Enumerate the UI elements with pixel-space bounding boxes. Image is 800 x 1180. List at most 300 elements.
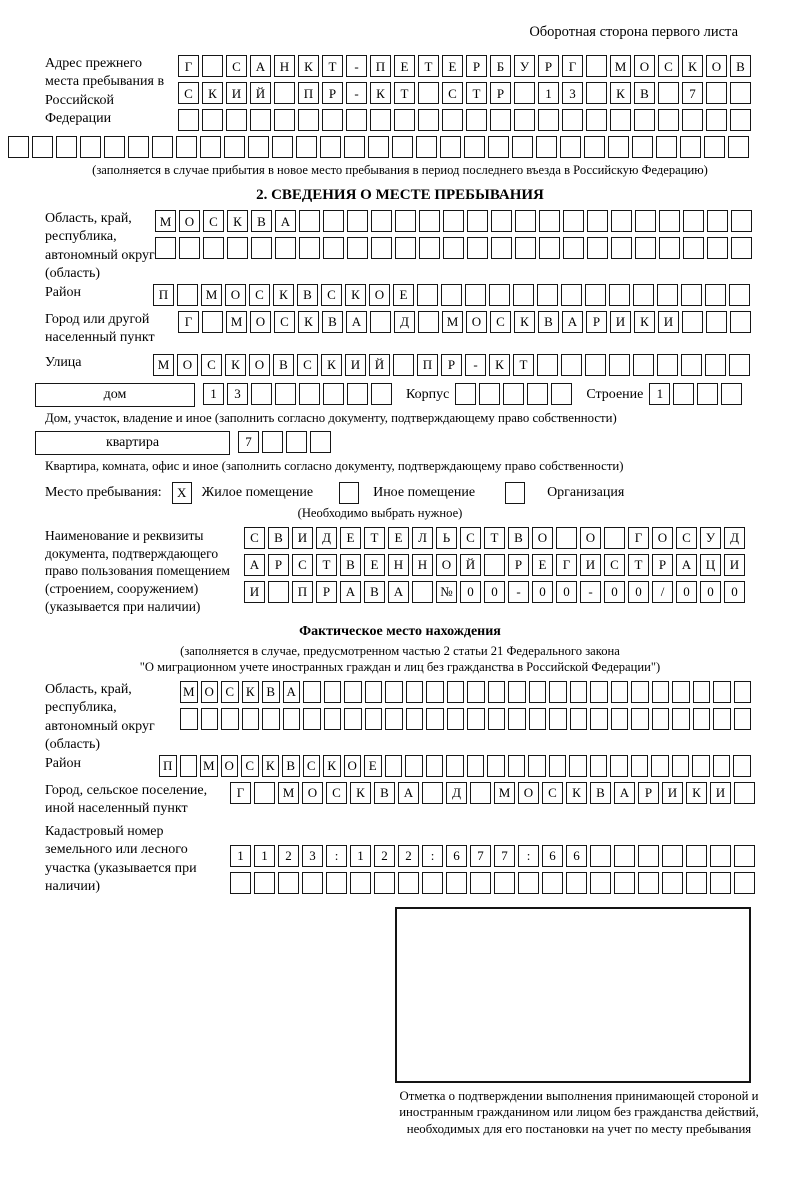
char-cell	[705, 284, 726, 306]
char-cell	[467, 237, 488, 259]
char-cell	[491, 237, 512, 259]
char-cell	[515, 210, 536, 232]
char-cell: В	[374, 782, 395, 804]
char-cell	[491, 210, 512, 232]
char-cell: М	[180, 681, 198, 703]
char-cell	[371, 383, 392, 405]
char-cell	[632, 136, 653, 158]
char-cell: 3	[302, 845, 323, 867]
char-cell	[368, 136, 389, 158]
char-cell: Р	[586, 311, 607, 333]
char-cell	[585, 284, 606, 306]
char-cell: С	[542, 782, 563, 804]
actual-district-label: Район	[45, 755, 81, 771]
char-cell	[693, 708, 711, 730]
char-cell: Т	[628, 554, 649, 576]
char-cell: М	[610, 55, 631, 77]
char-cell: О	[249, 354, 270, 376]
char-cell	[707, 210, 728, 232]
region-label: Область, край, республика, автономный округ (область)	[45, 211, 155, 282]
char-cell: О	[466, 311, 487, 333]
char-cell: Ь	[436, 527, 457, 549]
char-cell	[681, 354, 702, 376]
char-cell: С	[292, 554, 313, 576]
char-cell	[443, 210, 464, 232]
char-cell: Т	[316, 554, 337, 576]
char-grid-row	[244, 554, 745, 576]
char-cell: Р	[652, 554, 673, 576]
char-cell	[590, 708, 608, 730]
char-cell	[202, 311, 223, 333]
char-grid-row	[178, 55, 751, 77]
char-cell	[710, 872, 731, 894]
char-cell: :	[422, 845, 443, 867]
char-cell	[586, 109, 607, 131]
checkbox-residential: X	[172, 482, 192, 504]
char-cell: С	[442, 82, 463, 104]
char-cell: П	[292, 581, 313, 603]
char-cell: Е	[532, 554, 553, 576]
char-cell: Г	[562, 55, 583, 77]
house-note: Дом, участок, владение и иное (заполнить согласно документу, подтверждающему право собственности)	[45, 410, 617, 425]
region-block	[0, 210, 800, 284]
char-cell: О	[225, 284, 246, 306]
char-cell: В	[538, 311, 559, 333]
prev-address-overflow-row	[8, 136, 800, 158]
char-cell: Н	[274, 55, 295, 77]
char-cell: С	[244, 527, 265, 549]
district-label: Район	[45, 284, 81, 300]
prev-address-label: Адрес прежнего места пребывания в Российской Федерации	[45, 56, 165, 127]
char-cell	[728, 136, 749, 158]
char-cell	[514, 109, 535, 131]
char-cell: 3	[562, 82, 583, 104]
char-cell	[155, 237, 176, 259]
char-cell	[200, 136, 221, 158]
char-cell: А	[614, 782, 635, 804]
char-cell	[518, 872, 539, 894]
checkbox-organization	[505, 482, 525, 504]
char-cell	[733, 755, 751, 777]
char-cell	[513, 284, 534, 306]
char-cell	[320, 136, 341, 158]
char-cell	[254, 872, 275, 894]
char-cell: О	[580, 527, 601, 549]
char-cell: Й	[369, 354, 390, 376]
char-cell	[446, 755, 464, 777]
house-row	[0, 383, 800, 410]
char-cell	[262, 431, 283, 453]
char-cell	[730, 82, 751, 104]
char-cell: 1	[350, 845, 371, 867]
char-cell: О	[706, 55, 727, 77]
char-cell: №	[436, 581, 457, 603]
char-cell: :	[518, 845, 539, 867]
char-cell	[652, 708, 670, 730]
actual-city-block	[0, 782, 800, 819]
char-cell: К	[298, 311, 319, 333]
char-cell: Т	[394, 82, 415, 104]
char-cell	[370, 311, 391, 333]
char-cell: Й	[460, 554, 481, 576]
char-cell: Н	[412, 554, 433, 576]
apartment-field-label: квартира	[35, 431, 230, 455]
char-cell	[422, 872, 443, 894]
char-cell	[176, 136, 197, 158]
char-cell	[610, 755, 628, 777]
char-cell	[417, 284, 438, 306]
char-cell	[508, 681, 526, 703]
actual-region-label: Область, край, республика, автономный округ (область)	[45, 681, 155, 753]
char-cell: Г	[230, 782, 251, 804]
char-cell	[326, 872, 347, 894]
char-cell	[609, 284, 630, 306]
char-cell	[467, 708, 485, 730]
char-cell: В	[282, 755, 300, 777]
char-cell	[202, 55, 223, 77]
char-cell: 6	[566, 845, 587, 867]
document-block	[0, 527, 800, 616]
char-cell: У	[514, 55, 535, 77]
char-cell	[560, 136, 581, 158]
char-cell	[549, 681, 567, 703]
char-cell: М	[226, 311, 247, 333]
stay-option-other-label: Иное помещение	[373, 484, 476, 500]
char-cell	[274, 82, 295, 104]
char-cell: В	[273, 354, 294, 376]
stay-option-organization-label: Организация	[547, 484, 625, 500]
char-cell: 7	[682, 82, 703, 104]
char-cell	[494, 872, 515, 894]
char-cell	[303, 708, 321, 730]
char-cell	[538, 109, 559, 131]
char-cell	[587, 237, 608, 259]
checkbox-other-premises	[339, 482, 359, 504]
char-cell	[406, 681, 424, 703]
char-cell	[426, 681, 444, 703]
actual-city-label: Город, сельское поселение, иной населенный пункт	[45, 782, 208, 817]
char-cell: С	[249, 284, 270, 306]
char-cell	[442, 109, 463, 131]
char-cell	[563, 237, 584, 259]
char-cell	[254, 782, 275, 804]
char-cell	[470, 782, 491, 804]
char-cell	[570, 708, 588, 730]
char-cell	[395, 210, 416, 232]
apartment-row	[0, 431, 800, 458]
char-cell	[374, 872, 395, 894]
char-cell: Т	[484, 527, 505, 549]
actual-region-block	[0, 681, 800, 755]
char-cell	[350, 872, 371, 894]
char-cell	[447, 708, 465, 730]
char-cell: А	[340, 581, 361, 603]
actual-location-title: Фактическое место нахождения	[299, 623, 501, 639]
char-cell	[298, 109, 319, 131]
char-cell	[563, 210, 584, 232]
char-cell	[566, 872, 587, 894]
char-cell	[467, 210, 488, 232]
char-cell	[611, 210, 632, 232]
stay-type-row	[0, 481, 800, 505]
char-cell	[682, 311, 703, 333]
char-cell	[503, 383, 524, 405]
char-cell: О	[250, 311, 271, 333]
char-cell	[729, 354, 750, 376]
char-cell: Р	[316, 581, 337, 603]
char-cell: О	[634, 55, 655, 77]
city-block	[0, 311, 800, 348]
char-cell: Й	[250, 82, 271, 104]
char-cell	[561, 284, 582, 306]
district-block	[0, 284, 800, 311]
char-cell	[683, 237, 704, 259]
char-cell	[681, 284, 702, 306]
char-cell	[706, 109, 727, 131]
char-cell	[528, 755, 546, 777]
char-cell	[556, 527, 577, 549]
char-cell	[283, 708, 301, 730]
char-cell	[539, 210, 560, 232]
char-cell: А	[275, 210, 296, 232]
char-cell	[365, 708, 383, 730]
char-cell: А	[283, 681, 301, 703]
char-cell	[721, 383, 742, 405]
char-cell: Р	[538, 55, 559, 77]
char-cell	[680, 136, 701, 158]
char-grid-row	[455, 383, 572, 405]
char-cell: С	[297, 354, 318, 376]
char-cell	[614, 845, 635, 867]
char-cell	[224, 136, 245, 158]
char-cell: В	[262, 681, 280, 703]
char-cell	[515, 237, 536, 259]
char-cell: 2	[398, 845, 419, 867]
char-cell	[179, 237, 200, 259]
char-cell	[446, 872, 467, 894]
char-cell	[631, 755, 649, 777]
char-cell: 0	[628, 581, 649, 603]
char-cell: А	[398, 782, 419, 804]
char-cell: Т	[322, 55, 343, 77]
char-cell: Р	[441, 354, 462, 376]
char-cell	[443, 237, 464, 259]
char-grid-row	[153, 354, 750, 376]
char-cell	[651, 755, 669, 777]
char-cell: Е	[364, 554, 385, 576]
char-cell: К	[345, 284, 366, 306]
stay-type-label: Место пребывания:	[45, 484, 162, 500]
char-cell	[323, 210, 344, 232]
char-cell	[128, 136, 149, 158]
char-cell: Р	[268, 554, 289, 576]
char-cell	[633, 284, 654, 306]
char-cell	[586, 55, 607, 77]
char-grid-row	[180, 681, 751, 703]
char-cell	[322, 109, 343, 131]
char-grid-row	[178, 82, 751, 104]
char-cell	[529, 708, 547, 730]
char-cell	[418, 82, 439, 104]
char-cell	[405, 755, 423, 777]
char-cell: К	[202, 82, 223, 104]
char-cell: К	[323, 755, 341, 777]
char-cell: К	[262, 755, 280, 777]
char-cell	[347, 210, 368, 232]
char-cell: О	[344, 755, 362, 777]
char-cell: А	[676, 554, 697, 576]
char-cell	[286, 431, 307, 453]
char-cell: 6	[446, 845, 467, 867]
apartment-note: Квартира, комната, офис и иное (заполнить согласно документу, подтверждающему право собственности)	[45, 458, 624, 473]
char-cell: Д	[316, 527, 337, 549]
street-label: Улица	[45, 354, 82, 370]
char-grid-row	[230, 782, 755, 804]
char-cell	[561, 354, 582, 376]
char-cell	[514, 82, 535, 104]
char-cell: 0	[532, 581, 553, 603]
char-cell	[508, 708, 526, 730]
char-cell	[152, 136, 173, 158]
char-cell: Б	[490, 55, 511, 77]
char-cell	[262, 708, 280, 730]
char-cell	[686, 845, 707, 867]
char-cell	[549, 708, 567, 730]
char-cell	[693, 681, 711, 703]
char-cell: 0	[460, 581, 481, 603]
char-cell: С	[226, 55, 247, 77]
char-cell	[659, 210, 680, 232]
char-cell: Д	[394, 311, 415, 333]
char-cell: В	[730, 55, 751, 77]
char-cell: К	[514, 311, 535, 333]
char-cell: 0	[676, 581, 697, 603]
char-cell: Т	[364, 527, 385, 549]
char-cell: С	[460, 527, 481, 549]
char-cell	[608, 136, 629, 158]
char-cell	[32, 136, 53, 158]
char-cell	[303, 681, 321, 703]
char-cell	[586, 82, 607, 104]
page-header-note: Оборотная сторона первого листа	[529, 24, 738, 40]
char-cell	[221, 708, 239, 730]
char-cell: С	[490, 311, 511, 333]
char-cell	[365, 681, 383, 703]
char-cell	[488, 136, 509, 158]
document-label: Наименование и реквизиты документа, подтверждающего право пользования помещением (строением, сооружением) (указывается при наличии)	[45, 527, 230, 615]
stamp-box	[395, 907, 751, 1083]
char-cell: Р	[638, 782, 659, 804]
char-cell	[656, 136, 677, 158]
char-grid-row	[180, 708, 751, 730]
char-grid-row	[178, 109, 751, 131]
char-cell	[392, 136, 413, 158]
char-cell	[542, 872, 563, 894]
char-cell	[202, 109, 223, 131]
char-cell: 0	[700, 581, 721, 603]
char-cell: 7	[238, 431, 259, 453]
char-cell: В	[340, 554, 361, 576]
char-cell	[8, 136, 29, 158]
cadastral-label: Кадастровый номер земельного или лесного участка (указывается при наличии)	[45, 823, 197, 895]
char-grid-row	[230, 872, 755, 894]
char-cell	[658, 82, 679, 104]
char-cell: О	[369, 284, 390, 306]
char-cell: О	[177, 354, 198, 376]
char-cell	[248, 136, 269, 158]
char-cell: У	[700, 527, 721, 549]
stay-option-residential-label: Жилое помещение	[201, 484, 314, 500]
char-cell	[584, 136, 605, 158]
char-cell	[487, 755, 505, 777]
char-cell	[447, 681, 465, 703]
char-grid-row	[649, 383, 742, 405]
char-cell	[268, 581, 289, 603]
char-cell	[385, 708, 403, 730]
char-cell	[570, 681, 588, 703]
char-cell: С	[326, 782, 347, 804]
char-cell	[488, 681, 506, 703]
char-cell: Е	[388, 527, 409, 549]
street-block	[0, 354, 800, 381]
char-cell	[201, 708, 219, 730]
char-cell	[731, 210, 752, 232]
char-cell	[418, 311, 439, 333]
char-cell	[657, 354, 678, 376]
cadastral-block	[0, 823, 800, 899]
char-cell	[464, 136, 485, 158]
char-cell: 1	[649, 383, 670, 405]
char-cell: П	[298, 82, 319, 104]
char-cell	[610, 109, 631, 131]
actual-location-note-2: "О миграционном учете иностранных граждан и лиц без гражданства в Российской Федерации")	[139, 659, 661, 674]
char-cell	[537, 354, 558, 376]
char-cell	[614, 872, 635, 894]
char-cell	[705, 354, 726, 376]
char-cell: М	[155, 210, 176, 232]
char-cell: М	[494, 782, 515, 804]
char-cell	[672, 755, 690, 777]
char-cell	[551, 383, 572, 405]
char-grid-row	[244, 581, 745, 603]
char-cell: Т	[418, 55, 439, 77]
char-cell: 1	[203, 383, 224, 405]
char-cell	[203, 237, 224, 259]
char-cell: Т	[466, 82, 487, 104]
char-cell: О	[201, 681, 219, 703]
char-cell: Е	[340, 527, 361, 549]
char-cell	[706, 82, 727, 104]
stay-type-note: (Необходимо выбрать нужное)	[297, 505, 463, 520]
char-cell	[465, 284, 486, 306]
char-cell: 7	[494, 845, 515, 867]
char-cell: О	[518, 782, 539, 804]
char-cell	[385, 755, 403, 777]
char-cell	[178, 109, 199, 131]
char-cell: И	[662, 782, 683, 804]
char-cell	[302, 872, 323, 894]
char-cell: В	[364, 581, 385, 603]
char-cell	[611, 681, 629, 703]
char-cell	[347, 237, 368, 259]
char-cell	[686, 872, 707, 894]
char-cell: К	[682, 55, 703, 77]
char-cell	[539, 237, 560, 259]
char-cell	[710, 845, 731, 867]
char-cell	[440, 136, 461, 158]
char-cell	[371, 210, 392, 232]
prev-address-block	[0, 55, 800, 136]
